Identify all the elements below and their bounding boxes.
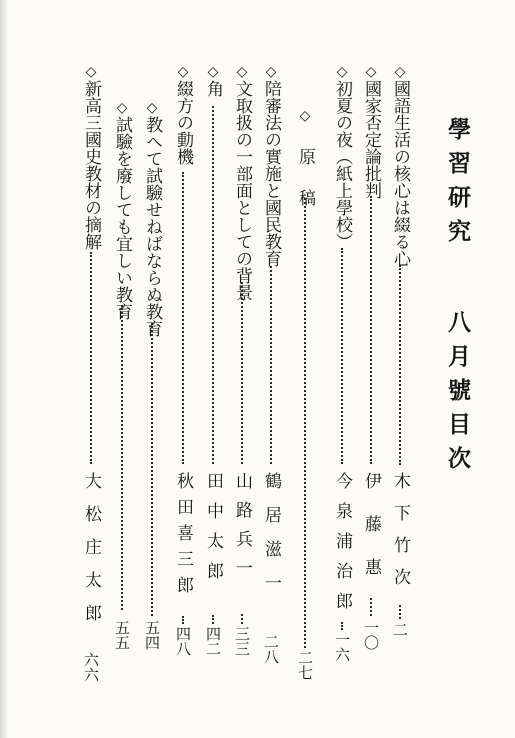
page-edge-shadow xyxy=(0,0,8,738)
leader-dots xyxy=(212,615,216,624)
entry-page: 四八 xyxy=(174,626,192,656)
diamond-icon: ◇ xyxy=(392,64,408,80)
leader-dots xyxy=(182,172,186,464)
entry-title: 新高三國史教材の摘解 xyxy=(81,80,101,250)
diamond-icon: ◇ xyxy=(83,64,99,80)
leader-dots xyxy=(341,248,345,464)
diamond-icon: ◇ xyxy=(334,64,350,80)
leader-dots xyxy=(121,305,125,610)
leader-dots xyxy=(370,196,374,464)
diamond-icon: ◇ xyxy=(234,64,250,80)
entry-title: 角 xyxy=(203,80,223,97)
entry-page: 六六 xyxy=(82,652,100,682)
entry-page: 五四 xyxy=(143,620,161,650)
entry-author: 秋田喜三郎 xyxy=(173,472,193,602)
entry-author: 伊藤惠 xyxy=(361,472,381,601)
toc-entry-1 xyxy=(391,64,408,267)
leader-dots xyxy=(399,605,403,619)
diamond-icon: ◇ xyxy=(297,108,313,148)
toc-entry-3 xyxy=(333,64,350,250)
entry-title: 初夏の夜（紙上學校） xyxy=(332,80,352,250)
journal-title: 學習研究 xyxy=(444,117,471,253)
diamond-icon: ◇ xyxy=(175,64,191,80)
leader-dots xyxy=(341,622,345,630)
diamond-icon: ◇ xyxy=(114,100,130,116)
toc-entry-6 xyxy=(233,64,250,301)
toc-entry-8 xyxy=(174,64,191,165)
entry-page: 二七 xyxy=(296,650,314,680)
toc-entry-11 xyxy=(82,64,99,250)
diamond-icon: ◇ xyxy=(263,64,279,80)
leader-dots xyxy=(241,614,245,624)
entry-page: 一六 xyxy=(333,632,351,662)
leader-dots xyxy=(399,265,403,465)
leader-dots xyxy=(370,598,374,616)
entry-author: 田中太郎 xyxy=(203,472,223,592)
entry-title: 綴方の動機 xyxy=(173,80,193,165)
entry-title: 試驗を廢しても宜しい教育 xyxy=(112,116,132,320)
diamond-icon: ◇ xyxy=(205,64,221,80)
diamond-icon: ◇ xyxy=(363,64,379,80)
entry-title: 教へて試驗せねばならぬ教育 xyxy=(142,116,162,337)
leader-dots xyxy=(212,106,216,464)
toc-entry-5 xyxy=(262,64,279,267)
entry-page: 三三 xyxy=(233,626,251,656)
entry-title: 國語生活の核心は綴る心 xyxy=(390,80,410,267)
entry-page: 二 xyxy=(391,622,409,637)
diamond-icon: ◇ xyxy=(144,100,160,116)
leader-dots xyxy=(151,323,155,616)
entry-title: 陪審法の實施と國民教育 xyxy=(261,80,281,267)
entry-author: 大松庄太郎 xyxy=(81,472,101,637)
leader-dots xyxy=(241,282,245,464)
entry-title: 文取扱の一部面としての背景 xyxy=(232,80,252,301)
entry-author: 鶴居滋一 xyxy=(261,472,281,608)
entry-author: 山路兵一 xyxy=(232,472,252,588)
toc-entry-2 xyxy=(362,64,379,199)
toc-entry-10 xyxy=(113,100,130,320)
entry-page: 四二 xyxy=(204,626,222,656)
entry-page: 五五 xyxy=(113,620,131,650)
entry-author: 今泉浦治郎 xyxy=(332,472,352,622)
entry-page: 一〇 xyxy=(362,620,380,650)
leader-dots xyxy=(270,266,274,464)
entry-title: 國家否定論批判 xyxy=(361,80,381,199)
leader-dots xyxy=(182,616,186,624)
leader-dots xyxy=(304,198,308,648)
entry-author: 木下竹次 xyxy=(390,472,410,600)
leader-dots xyxy=(90,252,94,464)
issue-title: 八月號目次 xyxy=(444,310,471,480)
entry-page: 二八 xyxy=(262,634,280,664)
toc-entry-9 xyxy=(143,100,160,337)
entry-title: 原稿 xyxy=(295,148,315,230)
toc-entry-7 xyxy=(204,64,221,97)
